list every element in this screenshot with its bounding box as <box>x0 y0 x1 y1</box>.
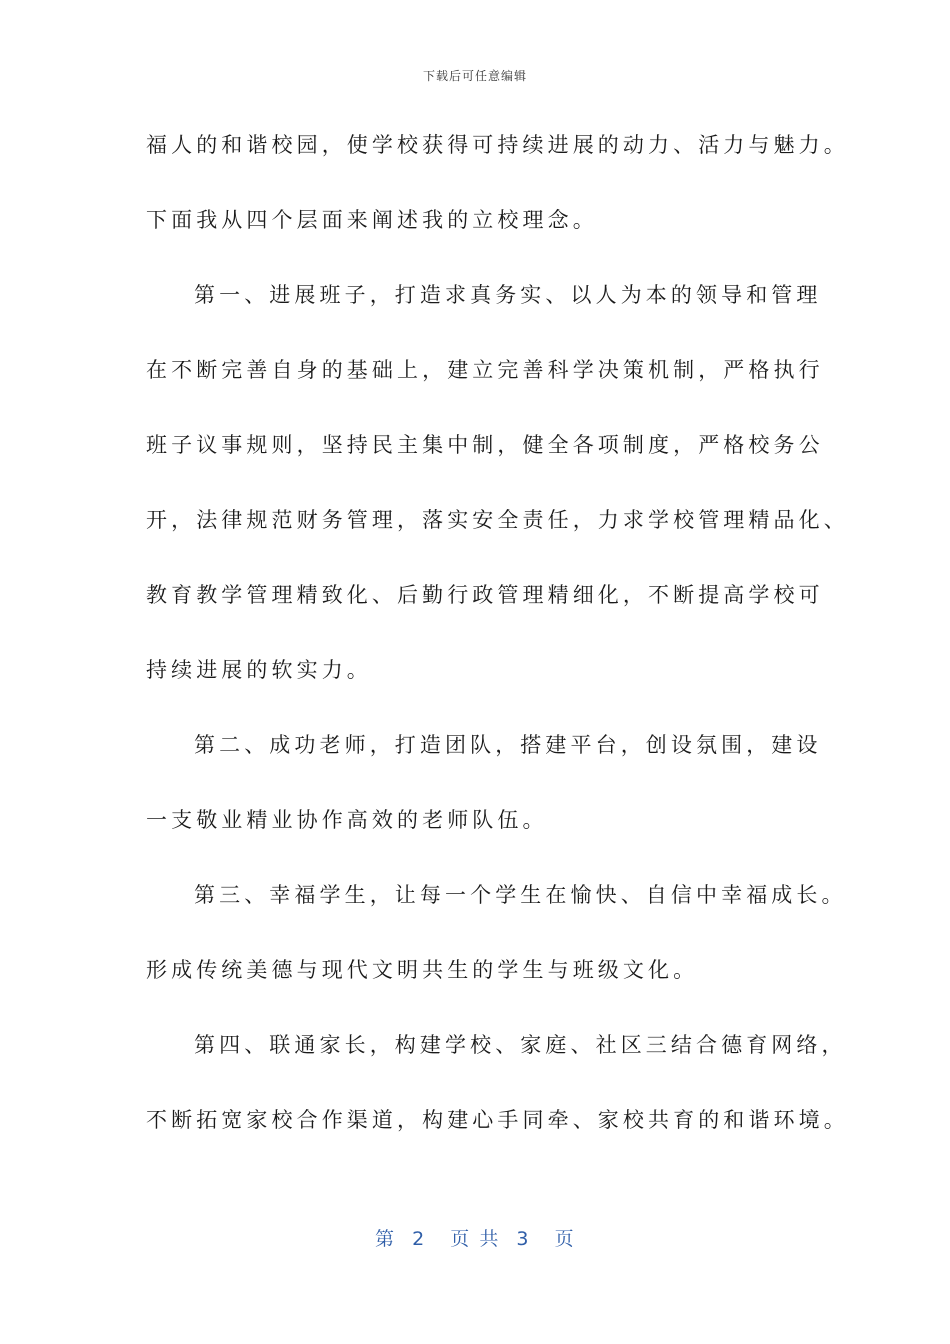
paragraph-line: 第二、成功老师，打造团队，搭建平台，创设氛围，建设 <box>194 733 822 757</box>
paragraph-line: 第三、幸福学生，让每一个学生在愉快、自信中幸福成长。 <box>194 883 847 907</box>
body-line: 福人的和谐校园，使学校获得可持续进展的动力、活力与魅力。 <box>146 133 849 157</box>
body-line: 在不断完善自身的基础上，建立完善科学决策机制，严格执行 <box>146 358 824 382</box>
body-line: 开，法律规范财务管理，落实安全责任，力求学校管理精品化、 <box>146 508 849 532</box>
page-number: 第 2 页 共 3 页 <box>375 1228 576 1250</box>
body-line: 下面我从四个层面来阐述我的立校理念。 <box>146 208 598 232</box>
paragraph-line: 第四、联通家长，构建学校、家庭、社区三结合德育网络， <box>194 1033 847 1057</box>
body-line: 班子议事规则，坚持民主集中制，健全各项制度，严格校务公 <box>146 433 824 457</box>
body-line: 教育教学管理精致化、后勤行政管理精细化，不断提高学校可 <box>146 583 824 607</box>
body-line: 形成传统美德与现代文明共生的学生与班级文化。 <box>146 958 699 982</box>
body-line: 持续进展的软实力。 <box>146 658 372 682</box>
paragraph-line: 第一、进展班子，打造求真务实、以人为本的领导和管理 <box>194 283 822 307</box>
body-line: 一支敬业精业协作高效的老师队伍。 <box>146 808 548 832</box>
body-line: 不断拓宽家校合作渠道，构建心手同牵、家校共育的和谐环境。 <box>146 1108 849 1132</box>
download-note: 下载后可任意编辑 <box>422 69 527 83</box>
